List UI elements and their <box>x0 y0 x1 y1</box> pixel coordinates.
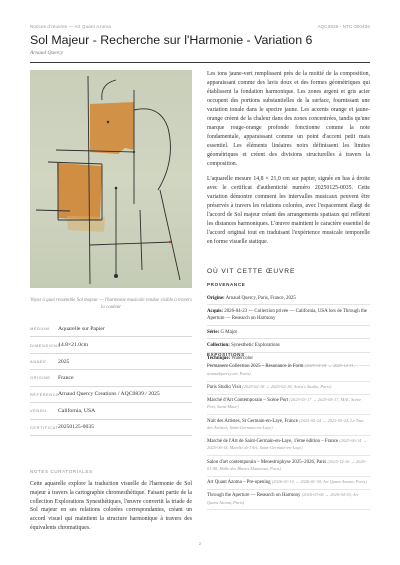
exhibition-dates: (2026-03-06 → 2026-04-30, Art Quant Azoma, Paris) <box>207 492 359 505</box>
meta-row-dimensions <box>30 337 192 353</box>
meta-value: 2025 <box>58 358 70 365</box>
meta-key: MÉDIUM <box>30 326 50 332</box>
exhibition-name: Marché d'Art Contemporain – Scène Port <box>207 398 289 404</box>
description-paragraph: Les tons jaune-vert remplissent près de la moitié de la composition, apparaissant comme des lavis doux et des formes géométriques qui établissent la fondation harmonique. Les zones argent et gris acier occupent des portions substantielles de la surface, fournissant une variation tonale dans le spectre jaune. Les accents orange et jaune-orange créent de la chaleur dans des zones concentrées, tandis qu'une marque rouge-orange profonde fonctionne comme la note fondamentale, apparaissant comme un point d'accent petit mais essentiel. Les éléments linéaires noirs définissent les limites géométriques et créent des divisions structurelles à travers la composition. <box>207 71 370 167</box>
meta-row-year <box>30 354 192 370</box>
exhibition-item <box>207 395 370 416</box>
page-number: 2 <box>198 541 202 546</box>
provenance-item <box>207 292 370 305</box>
provenance-label: Acquis: <box>207 308 224 314</box>
meta-key: CERTIFICAT <box>30 424 59 430</box>
description-paragraph: L'aquarelle mesure 14,8 × 21,0 cm sur papier, signée en bas à droite avec le certificat d'authenticité numéro 20250125-0035. Cette variation démontre comment les intervalles musicaux peuvent être préservés à travers les relations colorées, avec l'espacement élargi de l'accord de Sol majeur créant des arrangements spatiaux qui reflètent les distances harmoniques. L'œuvre maintient le caractère essentiel de l'accord original tout en traduisant l'expérience musicale temporelle en forme visuelle statique. <box>207 175 370 245</box>
exhibition-name: Permanent Collection 2025 – Resonance in Form <box>207 364 304 370</box>
exhibition-item <box>207 361 370 382</box>
exhibition-dates: (2025-01-01 → 2025-12-31, arnaudquercy.art, Paris) <box>207 363 355 376</box>
meta-value: 20250125-0035 <box>58 424 95 431</box>
provenance-text: 2026-04-23 — Collection privée — California, USA lors de Through the Aperture — Research on Harmony <box>207 308 367 322</box>
meta-key: DIMENSIONS <box>30 342 61 348</box>
breadcrumb: Notices d'œuvres — Art Quant Azoma <box>30 24 111 29</box>
meta-value: Aquarelle sur Papier <box>58 325 105 332</box>
artwork-metadata-table <box>30 321 192 436</box>
curatorial-notes-text: Cette aquarelle explore la traduction visuelle de l'harmonie de Sol majeur à travers la cartographie chromesthétique. Faisant partie de la collection Explorations Synesthétiques, l'œuvre convertit la triade de Sol majeur en ses relations colorées correspondantes, créant un accord visuel qui maintient la structure harmonique à travers des équivalents chromatiques. <box>30 481 192 531</box>
meta-value: 14.8×21.0cm <box>58 342 89 349</box>
exhibition-dates: (2025-03-17 → 2025-05-17, MAC Scène Port, Saint-Maur) <box>207 397 362 410</box>
meta-row-medium <box>30 321 192 337</box>
meta-key: ANNÉE <box>30 359 47 364</box>
exhibition-dates: (2025-05-24 → 2025-05-24, Le Tour des Artistes, Saint-Germain-en-Laye) <box>207 417 364 430</box>
reference-code: AQC0839 · NTC-000436 <box>317 24 370 29</box>
exhibition-item <box>207 456 370 477</box>
exhibition-name: Nuit des Artistes, St Germain-en-Laye, France <box>207 418 298 424</box>
provenance-item <box>207 339 370 352</box>
curatorial-notes-heading: NOTES CURATORIALES <box>30 469 93 474</box>
exhibition-name: Salon d'art contemporain – Menestrophyse 2025–2026, Paris <box>207 459 327 465</box>
provenance-heading: PROVENANCE <box>207 282 246 287</box>
artwork-image <box>30 70 192 288</box>
meta-row-certificate <box>30 420 192 436</box>
meta-key: RÉFÉRENCE <box>30 391 60 397</box>
meta-value: France <box>58 374 74 381</box>
artwork-description <box>207 70 370 253</box>
page-title: Sol Majeur - Recherche sur l'Harmonie - Variation 6 <box>30 33 313 47</box>
meta-key: VENDU <box>30 408 47 414</box>
exhibition-name: Marché de l'Art de Saint-Germain-en-Laye, 1'ème édition – France <box>207 439 339 445</box>
provenance-text: Arnaud Quercy, Paris, France, 2025 <box>225 295 296 301</box>
exhibition-item <box>207 382 370 395</box>
exhibition-item <box>207 477 370 490</box>
exhibition-name: Paris Studio Visit <box>207 384 242 390</box>
exhibition-item <box>207 436 370 457</box>
exhibition-name: Through the Aperture — Research on Harmony <box>207 493 301 499</box>
provenance-item <box>207 305 370 326</box>
exhibitions-heading: EXPOSITIONS <box>207 352 245 357</box>
provenance-label: Origine: <box>207 295 225 301</box>
provenance-label: Technique: <box>207 356 231 362</box>
provenance-label: Série: <box>207 329 220 335</box>
exhibition-item <box>207 490 370 511</box>
meta-row-origin <box>30 370 192 386</box>
exhibition-name: Art Quant Azoma – Pre-opening <box>207 480 271 486</box>
meta-row-sold <box>30 403 192 419</box>
exhibition-dates: (2025-02-18 → 2025-02-18, Artist's Studio, Paris) <box>242 383 332 389</box>
exhibition-dates: (2026-01-10 → 2026-01-30, Art Quant Azoma, Paris) <box>271 479 367 485</box>
provenance-label: Collection: <box>207 342 230 348</box>
meta-value: California, USA <box>58 407 96 414</box>
meta-value: Arnaud Quercy Creations / AQC0839 / 2025 <box>58 391 160 398</box>
top-breadcrumb-bar <box>30 24 370 32</box>
meta-row-reference <box>30 387 192 403</box>
where-heading: OÙ VIT CETTE ŒUVRE <box>207 268 296 275</box>
artist-name: Arnaud Quercy <box>30 50 64 56</box>
title-divider <box>30 62 370 63</box>
exhibitions-list <box>207 361 370 510</box>
provenance-text: Watercolor <box>231 356 253 362</box>
exhibition-item <box>207 415 370 436</box>
provenance-text: G Major <box>220 329 238 335</box>
meta-key: ORIGINE <box>30 375 51 381</box>
provenance-item <box>207 326 370 339</box>
exhibition-dates: (2025-06-14 → 2025-06-14, Marché de l'Art, Saint-Germain-en-Laye) <box>207 438 367 451</box>
artwork-caption: Voyez à quoi ressemble Sol majeur — l'harmonie musicale rendue visible à travers la couleur <box>30 298 192 311</box>
exhibition-dates: (2025-12-16 → 2026-01-08, Halle des Blancs Manteaux, Paris) <box>207 458 367 471</box>
provenance-text: Synesthetic Explorations <box>231 342 280 348</box>
